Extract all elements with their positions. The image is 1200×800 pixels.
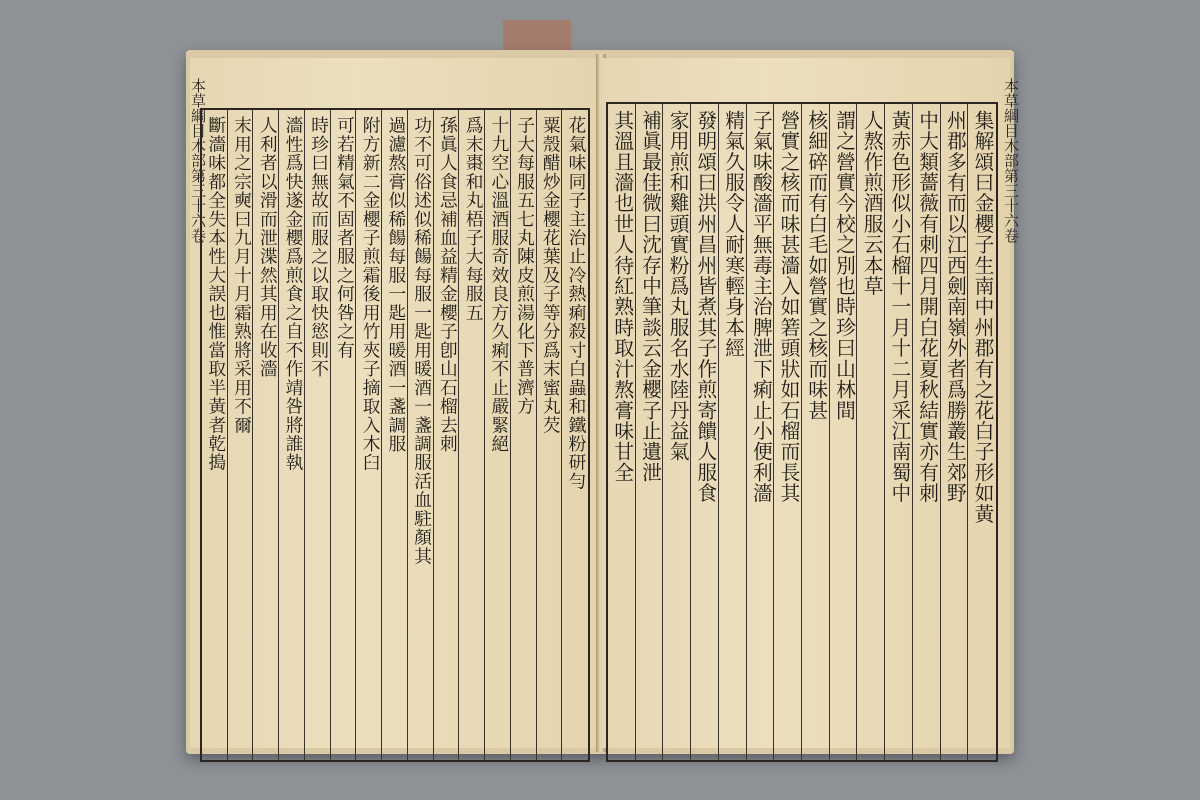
- right-page-text-column: 精氣久服令人耐寒輕身本經: [721, 110, 745, 359]
- right-page-text-column: 人熬作煎酒服云本草: [860, 110, 884, 297]
- right-page-text-column: 黃赤色形似小石榴十一月十二月采江南蜀中: [887, 110, 911, 504]
- column-rule: [912, 104, 913, 760]
- column-rule: [536, 110, 537, 760]
- left-page-text-column: 附方新二金櫻子煎霜後用竹夾子摘取入木臼: [360, 116, 381, 472]
- left-page-text-column: 可若精氣不固者服之何咎之有: [334, 116, 355, 360]
- right-page-text-column: 子氣味酸濇平無毒主治脾泄下痢止小便利濇: [749, 110, 773, 504]
- right-page-text-column: 核細碎而有白毛如營實之核而味甚: [804, 110, 828, 421]
- column-rule: [718, 104, 719, 760]
- left-page-text-column: 末用之宗奭曰九月十月霜熟將采用不爾: [231, 116, 252, 435]
- left-page-text-column: 爲末棗和丸梧子大每服五: [463, 116, 484, 323]
- right-text-frame: [606, 102, 998, 762]
- left-page-text-column: 斷濇味都全失本性大誤也惟當取半黃者乾搗: [205, 116, 226, 472]
- column-rule: [829, 104, 830, 760]
- left-page-text-column: 濇性爲快遂金櫻爲煎食之自不作靖咎將誰執: [282, 116, 303, 472]
- right-page-text-column: 補眞最佳微曰沈存中筆談云金櫻子止遺泄: [638, 110, 662, 483]
- column-rule: [856, 104, 857, 760]
- right-page-text-column: 州郡多有而以江西劍南嶺外者爲勝叢生郊野: [943, 110, 967, 504]
- column-rule: [304, 110, 305, 760]
- column-rule: [381, 110, 382, 760]
- left-page-text-column: 花氣味同子主治止冷熱痢殺寸白蟲和鐵粉研勻: [566, 116, 586, 491]
- column-rule: [690, 104, 691, 760]
- column-rule: [773, 104, 774, 760]
- left-page-text-column: 過濾熬膏似稀餳每服一匙用暖酒一盞調服: [385, 116, 406, 454]
- left-page-text-column: 孫眞人食忌補血益精金櫻子卽山石榴去刺: [437, 116, 458, 454]
- right-page-text-column: 中大類薔薇有刺四月開白花夏秋結實亦有刺: [915, 110, 939, 504]
- right-page-text-column: 營實之核而味甚濇入如箬頭狀如石榴而長其: [777, 110, 800, 504]
- left-page-text-column: 子大每服五七丸陳皮煎湯化下普濟方: [514, 116, 535, 416]
- column-rule: [407, 110, 408, 760]
- column-rule: [355, 110, 356, 760]
- right-page-text-column: 其溫且濇也世人待紅熟時取汁熬膏味甘全: [610, 110, 634, 483]
- left-margin-title: 本草綱目木部第三十六卷: [189, 78, 207, 243]
- right-page: [602, 58, 1020, 748]
- right-page-text-column: 集解頌曰金櫻子生南中州郡有之花白子形如黃: [971, 110, 994, 525]
- right-page-text-column: 謂之營實今校之別也時珍曰山林間: [832, 110, 856, 421]
- column-rule: [458, 110, 459, 760]
- right-page-text-column: 發明頌曰洪州昌州皆煮其子作煎寄饋人服食: [693, 110, 717, 504]
- left-page-text-column: 時珍曰無故而服之以取快慾則不: [308, 116, 329, 379]
- left-page-text-column: 人利者以滑而泄渫然其用在收濇: [257, 116, 278, 379]
- right-page-text-column: 家用煎和雞頭實粉爲丸服名水陸丹益氣: [666, 110, 690, 463]
- left-text-frame: [200, 108, 590, 762]
- column-rule: [561, 110, 562, 760]
- column-rule: [252, 110, 253, 760]
- column-rule: [884, 104, 885, 760]
- column-rule: [940, 104, 941, 760]
- right-margin-title: 本草綱目木部第三十六卷: [1002, 78, 1020, 243]
- column-rule: [967, 104, 968, 760]
- column-rule: [484, 110, 485, 760]
- left-page-text-column: 粟殼醋炒金櫻花葉及子等分爲末蜜丸芡: [540, 116, 561, 435]
- left-page-text-column: 功不可俗述似稀餳每服一匙用暖酒一盞調服活血駐顏其: [411, 116, 432, 566]
- column-rule: [433, 110, 434, 760]
- left-page-text-column: 十九空心溫酒服奇效良方久痢不止嚴緊絕: [488, 116, 509, 454]
- column-rule: [662, 104, 663, 760]
- column-rule: [330, 110, 331, 760]
- column-rule: [510, 110, 511, 760]
- column-rule: [278, 110, 279, 760]
- column-rule: [746, 104, 747, 760]
- column-rule: [227, 110, 228, 760]
- column-rule: [801, 104, 802, 760]
- column-rule: [635, 104, 636, 760]
- left-page: [190, 58, 598, 748]
